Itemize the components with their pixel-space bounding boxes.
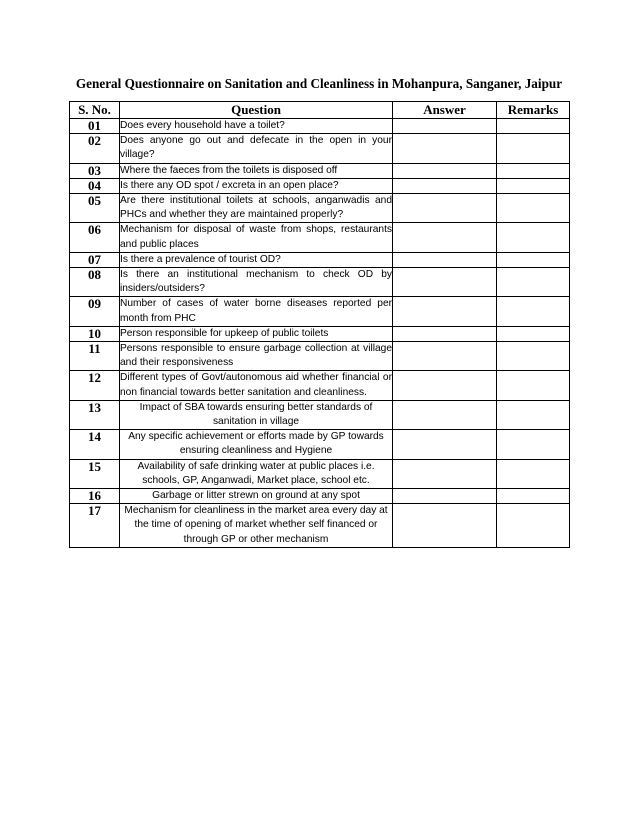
question-cell: Persons responsible to ensure garbage collection at village and their responsiveness — [120, 342, 393, 371]
question-cell: Availability of safe drinking water at public places i.e. schools, GP, Anganwadi, Market place, school etc. — [120, 459, 393, 488]
answer-cell[interactable] — [393, 178, 497, 193]
remarks-cell[interactable] — [497, 194, 570, 223]
sno-cell: 11 — [70, 342, 120, 371]
sno-cell: 02 — [70, 134, 120, 163]
table-row — [70, 178, 570, 193]
table-row — [70, 223, 570, 252]
question-cell: Number of cases of water borne diseases reported per month from PHC — [120, 297, 393, 326]
table-row — [70, 163, 570, 178]
answer-cell[interactable] — [393, 504, 497, 548]
table-row — [70, 268, 570, 297]
answer-cell[interactable] — [393, 268, 497, 297]
answer-cell[interactable] — [393, 400, 497, 429]
answer-cell[interactable] — [393, 326, 497, 341]
document-title: General Questionnaire on Sanitation and Cleanliness in Mohanpura, Sanganer, Jaipur — [75, 76, 563, 91]
remarks-cell[interactable] — [497, 223, 570, 252]
sno-cell: 14 — [70, 430, 120, 459]
remarks-cell[interactable] — [497, 371, 570, 400]
question-cell: Does every household have a toilet? — [120, 119, 393, 134]
question-cell: Any specific achievement or efforts made by GP towards ensuring cleanliness and Hygiene — [120, 430, 393, 459]
answer-cell[interactable] — [393, 223, 497, 252]
answer-cell[interactable] — [393, 119, 497, 134]
answer-cell[interactable] — [393, 430, 497, 459]
question-cell: Impact of SBA towards ensuring better standards of sanitation in village — [120, 400, 393, 429]
sno-cell: 04 — [70, 178, 120, 193]
question-cell: Garbage or litter strewn on ground at any spot — [120, 489, 393, 504]
question-cell: Does anyone go out and defecate in the open in your village? — [120, 134, 393, 163]
answer-cell[interactable] — [393, 297, 497, 326]
table-row — [70, 297, 570, 326]
remarks-cell[interactable] — [497, 459, 570, 488]
sno-cell: 17 — [70, 504, 120, 548]
remarks-cell[interactable] — [497, 268, 570, 297]
table-row — [70, 371, 570, 400]
remarks-cell[interactable] — [497, 430, 570, 459]
sno-cell: 13 — [70, 400, 120, 429]
sno-cell: 03 — [70, 163, 120, 178]
table-row — [70, 134, 570, 163]
column-header-question: Question — [120, 102, 393, 119]
table-row — [70, 252, 570, 267]
table-row — [70, 504, 570, 548]
column-header-answer: Answer — [393, 102, 497, 119]
answer-cell[interactable] — [393, 489, 497, 504]
sno-cell: 05 — [70, 194, 120, 223]
sno-cell: 09 — [70, 297, 120, 326]
table-row — [70, 194, 570, 223]
answer-cell[interactable] — [393, 252, 497, 267]
answer-cell[interactable] — [393, 134, 497, 163]
remarks-cell[interactable] — [497, 134, 570, 163]
answer-cell[interactable] — [393, 459, 497, 488]
table-row — [70, 119, 570, 134]
question-cell: Where the faeces from the toilets is disposed off — [120, 163, 393, 178]
question-cell: Is there a prevalence of tourist OD? — [120, 252, 393, 267]
remarks-cell[interactable] — [497, 119, 570, 134]
question-cell: Person responsible for upkeep of public toilets — [120, 326, 393, 341]
table-row — [70, 342, 570, 371]
questionnaire-table — [69, 101, 570, 548]
question-cell: Mechanism for disposal of waste from shops, restaurants and public places — [120, 223, 393, 252]
question-cell: Different types of Govt/autonomous aid whether financial or non financial towards better sanitation and cleanliness. — [120, 371, 393, 400]
answer-cell[interactable] — [393, 342, 497, 371]
question-cell: Is there an institutional mechanism to check OD by insiders/outsiders? — [120, 268, 393, 297]
column-header-remarks: Remarks — [497, 102, 570, 119]
answer-cell[interactable] — [393, 194, 497, 223]
remarks-cell[interactable] — [497, 489, 570, 504]
sno-cell: 06 — [70, 223, 120, 252]
remarks-cell[interactable] — [497, 400, 570, 429]
sno-cell: 12 — [70, 371, 120, 400]
answer-cell[interactable] — [393, 371, 497, 400]
table-row — [70, 326, 570, 341]
sno-cell: 07 — [70, 252, 120, 267]
remarks-cell[interactable] — [497, 163, 570, 178]
question-cell: Mechanism for cleanliness in the market area every day at the time of opening of market whether self financed or through GP or other mechanism — [120, 504, 393, 548]
table-row — [70, 459, 570, 488]
table-row — [70, 400, 570, 429]
sno-cell: 16 — [70, 489, 120, 504]
question-cell: Are there institutional toilets at schools, anganwadis and PHCs and whether they are maintained properly? — [120, 194, 393, 223]
remarks-cell[interactable] — [497, 297, 570, 326]
header-row — [70, 102, 570, 119]
sno-cell: 08 — [70, 268, 120, 297]
remarks-cell[interactable] — [497, 252, 570, 267]
sno-cell: 15 — [70, 459, 120, 488]
table-row — [70, 430, 570, 459]
sno-cell: 01 — [70, 119, 120, 134]
remarks-cell[interactable] — [497, 178, 570, 193]
remarks-cell[interactable] — [497, 342, 570, 371]
table-row — [70, 489, 570, 504]
question-cell: Is there any OD spot / excreta in an open place? — [120, 178, 393, 193]
remarks-cell[interactable] — [497, 326, 570, 341]
answer-cell[interactable] — [393, 163, 497, 178]
sno-cell: 10 — [70, 326, 120, 341]
column-header-sno: S. No. — [70, 102, 120, 119]
remarks-cell[interactable] — [497, 504, 570, 548]
